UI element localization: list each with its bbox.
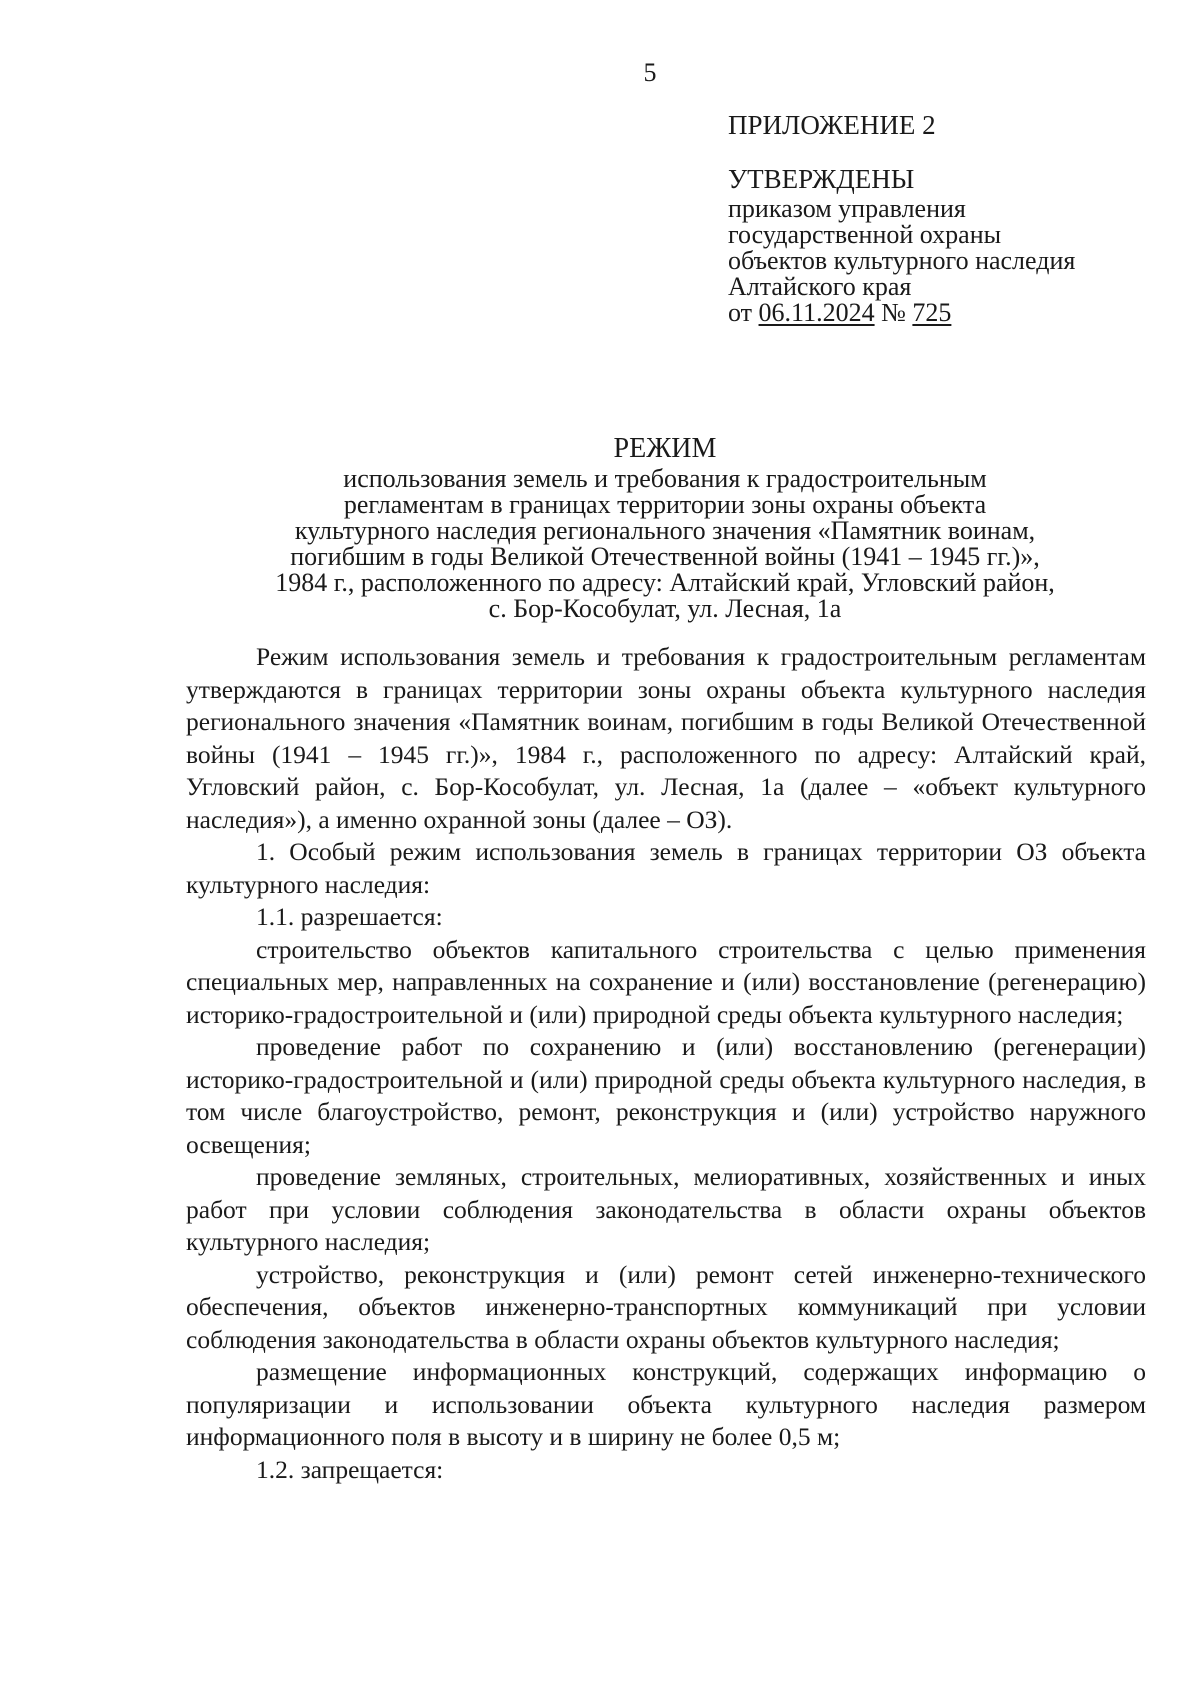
order-date-line [728,300,1168,326]
title-line: с. Бор-Кособулат, ул. Лесная, 1а [488,594,842,623]
approval-line: Алтайского края [728,272,912,301]
appendix-label: ПРИЛОЖЕНИЕ 2 [728,110,936,140]
approval-block [728,112,1168,326]
approval-line: приказом управления [728,194,966,223]
approval-line: объектов культурного наследия [728,246,1076,275]
body-paragraph: Режим использования земель и требования к градостроительным регламентам утверждаются в границах территории зоны охраны объекта культурного наследия регионального значения «Памятник воинам, погибшим в годы Великой Отечественной войны (1941 – 1945 гг.)», 1984 г., расположенного по адресу: Алтайский край, Угловский район, с. Бор-Кособулат, ул. Лесная, 1а (далее – «объект культурного наследия»), а именно охранной зоны (далее – ОЗ). [186,642,1146,834]
allowed-item: размещение информационных конструкций, содержащих информацию о популяризации и использовании объекта культурного наследия размером информационного поля в высоту и в ширину не более 0,5 м; [186,1357,1146,1451]
date-prefix: от [728,298,753,327]
section-1-heading: 1. Особый режим использования земель в границах территории ОЗ объекта культурного наследия: [186,837,1146,899]
allowed-item: строительство объектов капитального строительства с целью применения специальных мер, направленных на сохранение и (или) восстановление (регенерацию) историко-градостроительной и (или) природной среды объекта культурного наследия; [186,934,1146,1029]
title-line: 1984 г., расположенного по адресу: Алтайский край, Угловский район, [275,568,1055,597]
title-line: культурного наследия регионального значения «Памятник воинам, [294,516,1036,545]
order-date: 06.11.2024 [758,298,875,327]
allowed-item: устройство, реконструкция и (или) ремонт сетей инженерно-технического обеспечения, объектов инженерно-транспортных коммуникаций при условии соблюдения законодательства в области охраны объектов культурного наследия; [186,1259,1146,1354]
title-heading: РЕЖИМ [613,433,717,464]
subsection-1-2-heading: 1.2. запрещается: [256,1454,444,1484]
subsection-1-1-heading: 1.1. разрешается: [256,902,443,931]
order-number: 725 [912,298,952,327]
number-sign: № [881,298,906,327]
document-body [186,641,1146,1486]
title-line: использования земель и требования к градостроительным [343,464,987,493]
page-number: 5 [643,58,657,87]
allowed-item: проведение работ по сохранению и (или) восстановлению (регенерации) историко-градостроительной и (или) природной среды объекта культурного наследия, в том числе благоустройство, ремонт, реконструкция и (или) устройство наружного освещения; [186,1032,1146,1159]
allowed-item: проведение земляных, строительных, мелиоративных, хозяйственных и иных работ при условии соблюдения законодательства в области охраны объектов культурного наследия; [186,1162,1146,1256]
approved-label: УТВЕРЖДЕНЫ [728,164,915,194]
title-line: регламентам в границах территории зоны охраны объекта [343,490,987,519]
document-title [180,433,1150,623]
title-line: погибшим в годы Великой Отечественной войны (1941 – 1945 гг.)», [290,542,1040,571]
approval-line: государственной охраны [728,220,1002,249]
